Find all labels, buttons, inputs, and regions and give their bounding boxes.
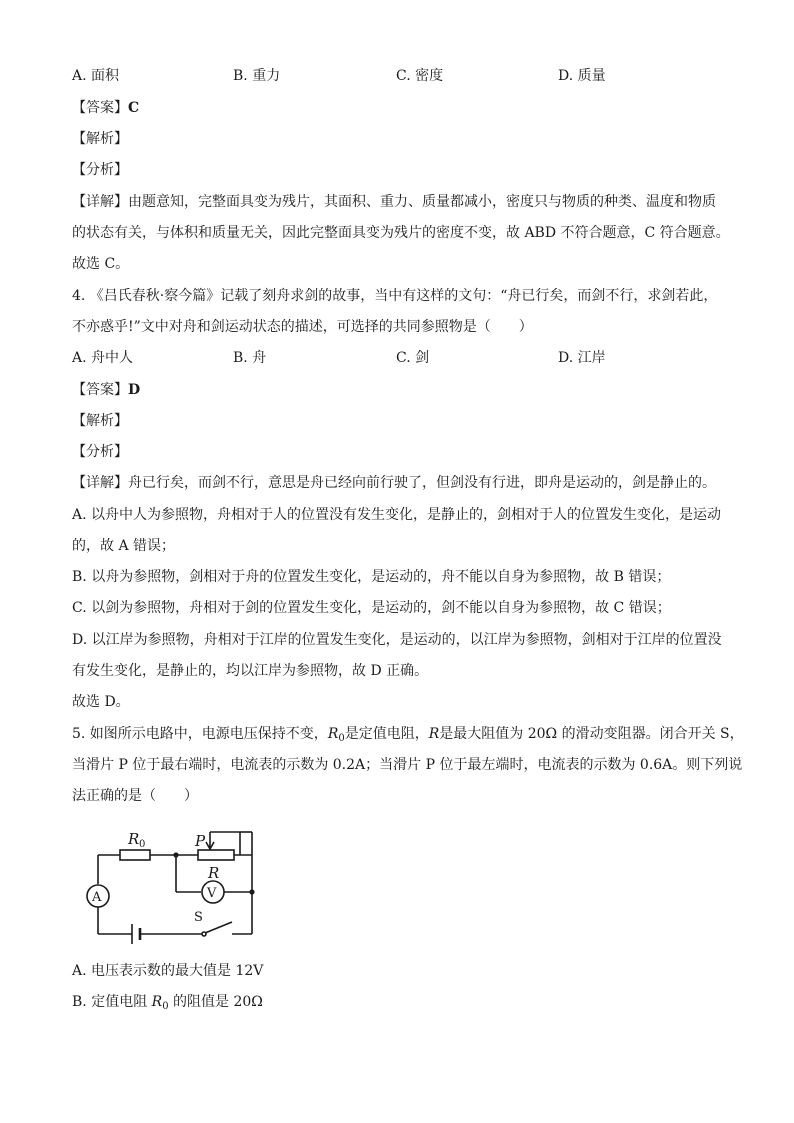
q5-stem-text-a: 5. 如图所示电路中，电源电压保持不变， [72,726,328,742]
label-a: A [92,890,102,905]
answer-value: C [128,100,140,116]
q3-option-c: C. 密度 [396,68,444,84]
answer-label: 【答案】 [72,100,128,116]
q4-d-line1: D. 以江岸为参照物，舟相对于江岸的位置发生变化，是运动的，以江岸为参照物，剑相对于江岸的位置没 [72,632,722,648]
rheostat-r [198,850,234,860]
answer-value: D [128,382,141,398]
q3-conclusion: 故选 C。 [72,256,130,272]
junction-dot [249,889,254,894]
q3-detail-line2: 的状态有关，与体积和质量无关，因此完整面具变为残片的密度不变，故 ABD 不符合题意，C 符合题意。 [72,225,730,241]
label-r0: R [128,830,140,848]
q3-option-d: D. 质量 [558,68,606,84]
label-v: V [207,886,217,901]
q3-detail-line1: 【详解】由题意知，完整面具变为残片，其面积、重力、质量都减小，密度只与物质的种类、温度和物质 [72,194,716,210]
q3-option-b: B. 重力 [233,68,281,84]
q5-stem-text-c: 是最大阻值为 20Ω 的滑动变阻器。闭合开关 S， [439,726,744,742]
q5-r0-subscript: 0 [338,733,345,744]
q5-stem-text-b: 是定值电阻， [344,726,429,742]
circuit-diagram [80,822,270,952]
q4-option-c: C. 剑 [396,350,430,366]
q3-analysis-label: 【解析】 [72,131,128,147]
q5-option-a: A. 电压表示数的最大值是 12V [72,963,264,979]
resistor-r0 [120,850,150,860]
q4-c-line: C. 以剑为参照物，舟相对于剑的位置发生变化，是运动的，剑不能以自身为参照物，故 C 错误； [72,600,671,616]
q5-option-b-text-a: B. 定值电阻 [72,994,152,1010]
q4-stem-line1: 4. 《吕氏春秋·察今篇》记载了刻舟求剑的故事，当中有这样的文句：“舟已行矣，而剑不行，求剑若此， [72,288,718,304]
q4-detail-line1: 【详解】舟已行矣，而剑不行，意思是舟已经向前行驶了，但剑没有行进，即舟是运动的，剑是静止的。 [72,475,716,491]
q4-b-line: B. 以舟为参照物，剑相对于舟的位置发生变化，是运动的，舟不能以自身为参照物，故 B 错误； [72,569,671,585]
q4-option-d: D. 江岸 [558,350,606,366]
q4-d-line2: 有发生变化，是静止的，均以江岸为参照物，故 D 正确。 [72,663,429,679]
q5-stem-line1 [72,724,744,749]
q5-option-b-r-symbol: R [151,994,163,1010]
q5-r-symbol: R [428,726,440,742]
answer-label: 【答案】 [72,382,128,398]
q4-stem-line2: 不亦惑乎!”文中对舟和剑运动状态的描述，可选择的共同参照物是（ ） [72,319,533,335]
q3-fenxi-label: 【分析】 [72,162,128,178]
label-s: S [194,910,203,925]
q3-option-a: A. 面积 [72,68,120,84]
q4-a-line2: 的，故 A 错误； [72,538,176,554]
label-r: R [208,864,220,882]
q4-conclusion: 故选 D。 [72,694,130,710]
q4-fenxi-label: 【分析】 [72,444,128,460]
q5-stem-line3: 法正确的是（ ） [72,788,198,804]
label-r0-sub: 0 [139,839,146,850]
q5-option-b-subscript: 0 [162,1001,169,1012]
q4-a-line1: A. 以舟中人为参照物，舟相对于人的位置没有发生变化，是静止的，剑相对于人的位置发生变化，是运动 [72,507,722,523]
q4-option-a: A. 舟中人 [72,350,134,366]
q5-option-b [72,992,263,1017]
junction-dot [173,852,178,857]
q5-stem-line2: 当滑片 P 位于最右端时，电流表的示数为 0.2A；当滑片 P 位于最左端时，电流表的示数为 0.6A。则下列说 [72,757,743,773]
q4-analysis-label: 【解析】 [72,413,128,429]
q5-option-b-text-c: 的阻值是 20Ω [168,994,263,1010]
q3-answer [72,98,139,118]
q5-r0-symbol: R [327,726,339,742]
q4-answer [72,380,140,400]
switch-s [205,922,232,933]
label-p: P [195,832,206,850]
q4-option-b: B. 舟 [233,350,267,366]
